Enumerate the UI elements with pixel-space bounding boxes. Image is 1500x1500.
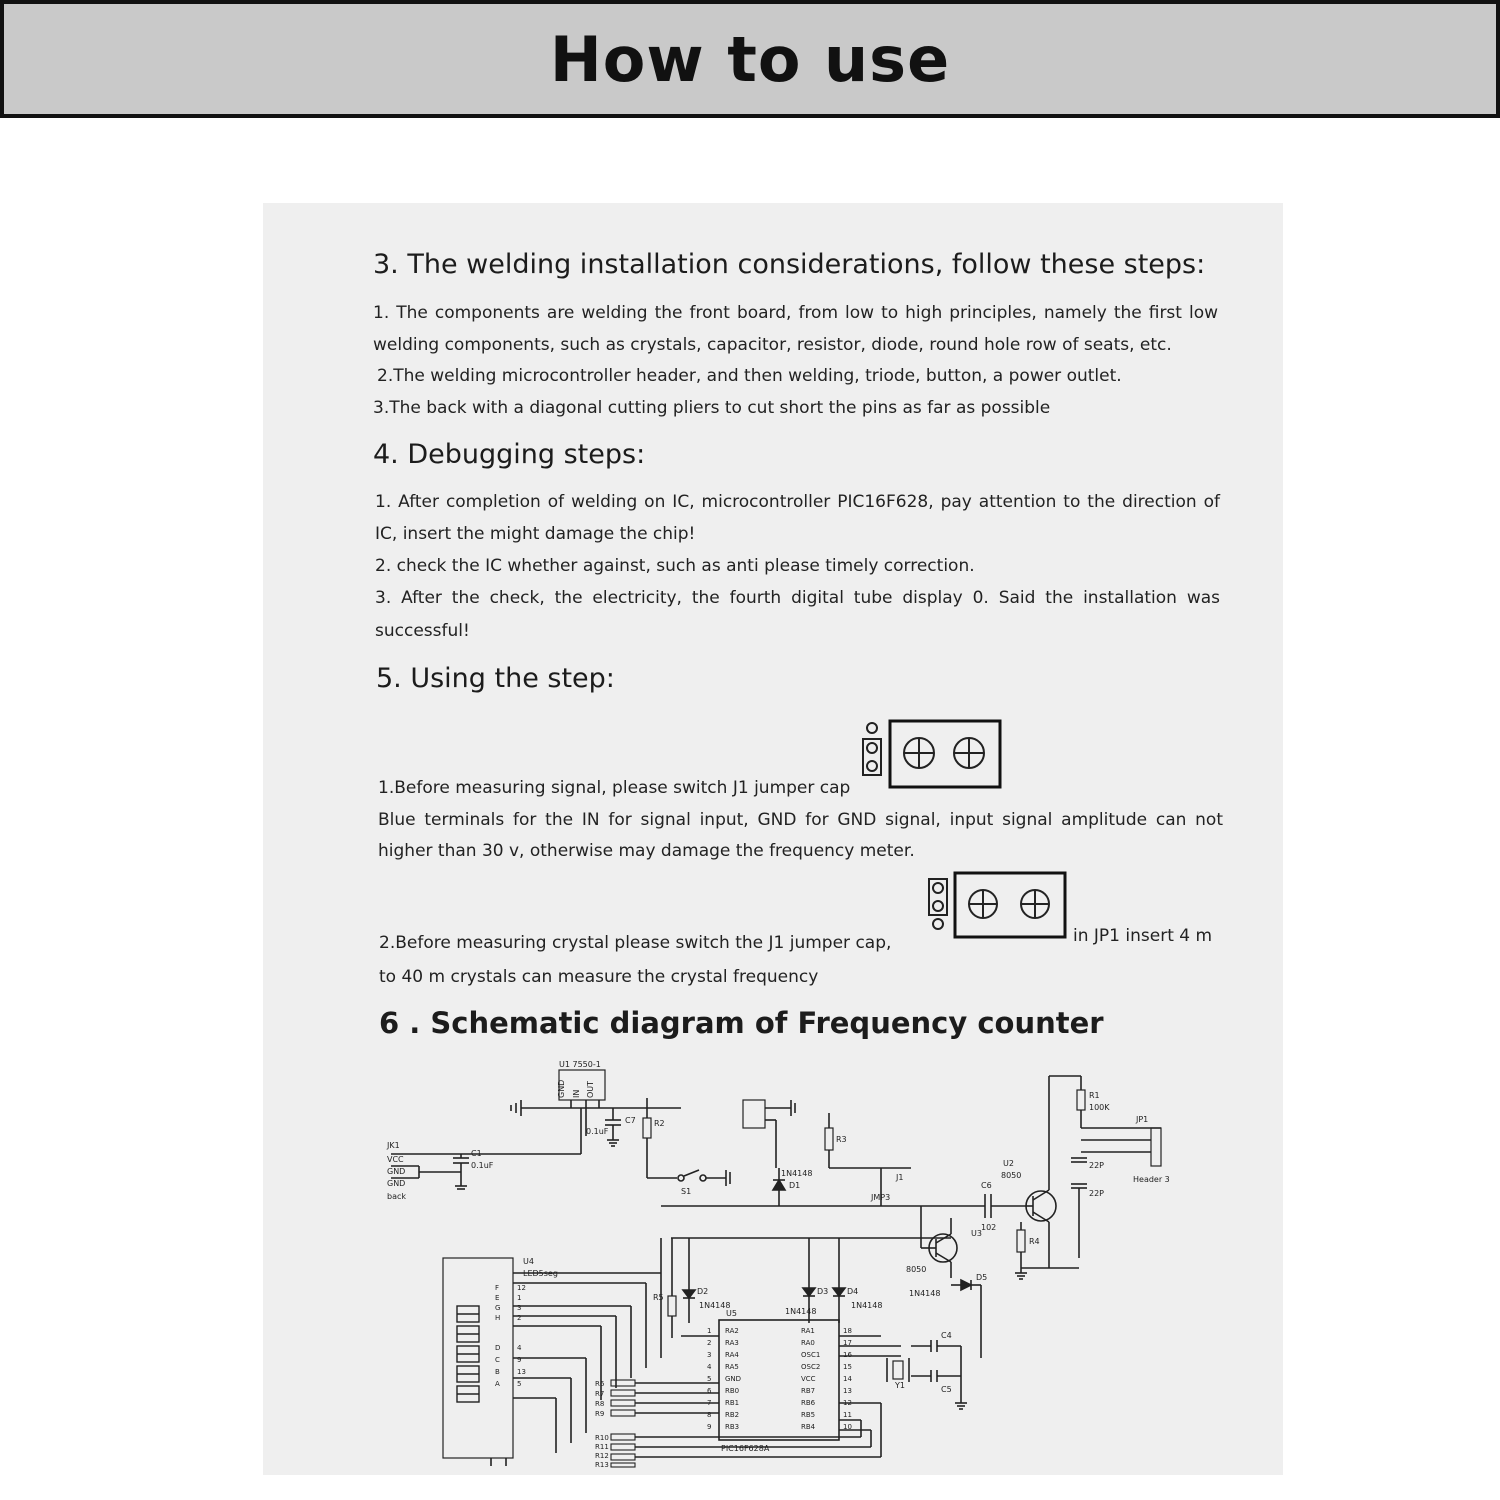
section4-line-3: 2. check the IC whether against, such as anti please timely correction. (375, 556, 975, 576)
label-r3: R3 (836, 1135, 847, 1144)
chip-pin-right-5: RB7 (801, 1387, 816, 1395)
label-d5: D5 (976, 1273, 988, 1282)
label-in: IN (572, 1089, 581, 1098)
label-r2: R2 (654, 1119, 665, 1128)
label-r5: R5 (653, 1293, 664, 1302)
chip-pin-left-3: RA5 (725, 1363, 739, 1371)
label-d4: D4 (847, 1287, 859, 1296)
chip-pin-left-4: GND (725, 1375, 742, 1383)
label-u1: U1 7550-1 (559, 1060, 601, 1069)
chip-pin-num-right-3: 15 (843, 1363, 852, 1371)
label-u2-value: 8050 (1001, 1171, 1022, 1180)
section5-line-1: 1.Before measuring signal, please switch J1 jumper cap (378, 778, 851, 798)
chip-pin-num-right-6: 12 (843, 1399, 852, 1407)
label-chip: PIC16F628A (721, 1444, 770, 1453)
label-jmp: JMP3 (871, 1193, 891, 1202)
label-u2: U2 (1003, 1159, 1014, 1168)
label-d1-value: 1N4148 (781, 1169, 813, 1178)
instruction-sheet (263, 203, 1283, 1475)
section4-line-2: IC, insert the might damage the chip! (375, 524, 696, 544)
resistor-label-3: R9 (595, 1410, 605, 1418)
chip-pin-right-3: OSC2 (801, 1363, 821, 1371)
section3-line-2: welding components, such as crystals, capacitor, resistor, diode, round hole row of seats, etc. (373, 335, 1172, 355)
label-c1-value: 0.1uF (471, 1161, 494, 1170)
section6-heading: 6 . Schematic diagram of Frequency counter (379, 1006, 1104, 1040)
label-c22p: 22P (1089, 1161, 1105, 1170)
label-u3: U3 (971, 1229, 982, 1238)
chip-pin-num-left-8: 9 (707, 1423, 712, 1431)
segment-letter-4: D (495, 1344, 501, 1352)
chip-pin-left-0: RA2 (725, 1327, 739, 1335)
label-back: back (387, 1192, 407, 1201)
section5-line-2: Blue terminals for the IN for signal input, GND for GND signal, input signal amplitude can not (378, 810, 1223, 830)
banner (0, 0, 1500, 118)
section5-heading: 5. Using the step: (376, 663, 615, 694)
chip-pin-num-left-6: 7 (707, 1399, 712, 1407)
chip-pin-num-left-2: 3 (707, 1351, 712, 1359)
section4-line-1: 1. After completion of welding on IC, microcontroller PIC16F628, pay attention to the direction of (375, 492, 1220, 512)
chip-pin-num-left-0: 1 (707, 1327, 712, 1335)
segment-letter-7: A (495, 1380, 500, 1388)
chip-pin-left-6: RB1 (725, 1399, 740, 1407)
segment-num-1: 1 (517, 1294, 522, 1302)
chip-pin-left-1: RA3 (725, 1339, 739, 1347)
label-c4: C4 (941, 1331, 952, 1340)
chip-pin-right-7: RB5 (801, 1411, 816, 1419)
label-d1: D1 (789, 1181, 801, 1190)
label-c6-value: 102 (981, 1223, 997, 1232)
segment-letter-5: C (495, 1356, 500, 1364)
section5-line-3: higher than 30 v, otherwise may damage the frequency meter. (378, 841, 915, 861)
chip-left-pins (707, 1327, 741, 1431)
label-c5: C5 (941, 1385, 952, 1394)
resistor-label-1: R7 (595, 1390, 605, 1398)
label-d5-value: 1N4148 (909, 1289, 941, 1298)
label-gnd1: GND (387, 1167, 406, 1176)
label-u3-value: 8050 (906, 1265, 927, 1274)
label-c2-value: 0.1uF (586, 1127, 609, 1136)
chip-pin-right-0: RA1 (801, 1327, 815, 1335)
label-j1: J1 (896, 1173, 904, 1182)
chip-pin-right-4: VCC (801, 1375, 816, 1383)
segment-letter-1: E (495, 1294, 500, 1302)
section5-line-5: in JP1 insert 4 m (1073, 926, 1213, 946)
segment-num-7: 5 (517, 1380, 522, 1388)
label-d3: D3 (817, 1287, 829, 1296)
label-jk1: JK1 (387, 1141, 400, 1150)
chip-pin-left-7: RB2 (725, 1411, 740, 1419)
chip-pin-num-left-5: 6 (707, 1387, 712, 1395)
label-vcc: VCC (387, 1155, 404, 1164)
section4-line-5: successful! (375, 621, 470, 641)
jumper-diagram-1 (857, 719, 1005, 791)
jumper-diagram-2 (925, 871, 1075, 941)
chip-pin-num-left-4: 5 (707, 1375, 712, 1383)
section3-heading: 3. The welding installation considerations, follow these steps: (373, 249, 1206, 280)
chip-pin-num-right-0: 18 (843, 1327, 852, 1335)
banner-title: How to use (549, 22, 951, 96)
label-c1: C1 (471, 1149, 482, 1158)
chip-pin-right-2: OSC1 (801, 1351, 821, 1359)
label-gnd: GND (557, 1079, 566, 1098)
resistor-label-7: R13 (595, 1461, 609, 1468)
resistor-label-0: R6 (595, 1380, 605, 1388)
label-u5: U5 (726, 1309, 737, 1318)
segment-letter-6: B (495, 1368, 500, 1376)
label-c7: C7 (625, 1116, 636, 1125)
segment-num-4: 4 (517, 1344, 522, 1352)
segment-letter-2: G (495, 1304, 501, 1312)
chip-pin-left-5: RB0 (725, 1387, 740, 1395)
chip-right-pins (801, 1327, 852, 1431)
segment-num-6: 13 (517, 1368, 526, 1376)
frequency-counter-schematic (381, 1058, 1181, 1468)
chip-pin-num-left-3: 4 (707, 1363, 712, 1371)
label-r4: R4 (1029, 1237, 1040, 1246)
chip-pin-right-8: RB4 (801, 1423, 816, 1431)
chip-pin-left-2: RA4 (725, 1351, 739, 1359)
label-jp1: JP1 (1136, 1115, 1149, 1124)
resistor-label-4: R10 (595, 1434, 609, 1442)
chip-pin-right-1: RA0 (801, 1339, 815, 1347)
label-r1-value: 100K (1089, 1103, 1110, 1112)
chip-pin-left-8: RB3 (725, 1423, 740, 1431)
section4-line-4: 3. After the check, the electricity, the fourth digital tube display 0. Said the installation was (375, 588, 1220, 608)
chip-pin-num-left-7: 8 (707, 1411, 712, 1419)
label-u4: U4 (523, 1257, 534, 1266)
section3-line-4: 3.The back with a diagonal cutting pliers to cut short the pins as far as possible (373, 398, 1051, 418)
label-s1: S1 (681, 1187, 692, 1196)
label-d2: D2 (697, 1287, 709, 1296)
display-segment-labels (495, 1284, 526, 1388)
section5-line-6: to 40 m crystals can measure the crystal frequency (379, 967, 819, 987)
label-c23p: 22P (1089, 1189, 1105, 1198)
chip-pin-num-right-8: 10 (843, 1423, 852, 1431)
resistor-label-5: R11 (595, 1443, 609, 1451)
segment-letter-3: H (495, 1314, 501, 1322)
segment-num-5: 9 (517, 1356, 522, 1364)
label-c6: C6 (981, 1181, 992, 1190)
chip-pin-num-right-2: 16 (843, 1351, 852, 1359)
section4-heading: 4. Debugging steps: (373, 439, 646, 470)
label-d2-value: 1N4148 (699, 1301, 731, 1310)
resistor-labels (595, 1380, 609, 1468)
label-gnd2: GND (387, 1179, 406, 1188)
label-out: OUT (586, 1080, 595, 1098)
schematic-labels (386, 1060, 1170, 1468)
segment-num-2: 3 (517, 1304, 522, 1312)
section3-line-3: 2.The welding microcontroller header, and then welding, triode, button, a power outlet. (377, 366, 1122, 386)
label-y1: Y1 (895, 1381, 905, 1390)
section3-line-1: 1. The components are welding the front board, from low to high principles, namely the first low (373, 303, 1218, 323)
chip-pin-num-left-1: 2 (707, 1339, 712, 1347)
chip-pin-num-right-4: 14 (843, 1375, 852, 1383)
resistor-label-6: R12 (595, 1452, 609, 1460)
chip-pin-right-6: RB6 (801, 1399, 816, 1407)
label-d4-value: 1N4148 (851, 1301, 883, 1310)
segment-num-3: 2 (517, 1314, 522, 1322)
label-r1: R1 (1089, 1091, 1100, 1100)
label-u4-value: LED5seg (523, 1269, 558, 1278)
resistor-label-2: R8 (595, 1400, 605, 1408)
segment-num-0: 12 (517, 1284, 526, 1292)
chip-pin-num-right-7: 11 (843, 1411, 852, 1419)
chip-pin-num-right-1: 17 (843, 1339, 852, 1347)
segment-letter-0: F (495, 1284, 500, 1292)
section5-line-4: 2.Before measuring crystal please switch the J1 jumper cap, (379, 933, 892, 953)
label-d3-value: 1N4148 (785, 1307, 817, 1316)
chip-pin-num-right-5: 13 (843, 1387, 852, 1395)
label-header: Header 3 (1133, 1175, 1170, 1184)
